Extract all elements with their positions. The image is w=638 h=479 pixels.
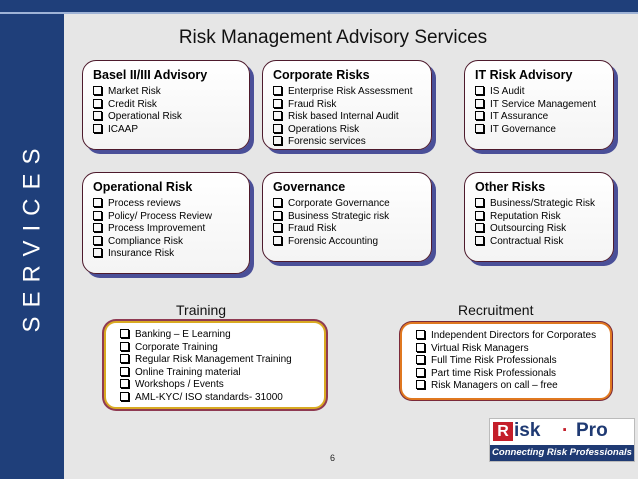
checkbox-icon bbox=[273, 86, 282, 95]
list-item: Virtual Risk Managers bbox=[416, 343, 602, 356]
list-item: Risk based Internal Audit bbox=[273, 111, 423, 124]
checkbox-icon bbox=[93, 198, 102, 207]
training-label: Training bbox=[176, 302, 227, 318]
list-item: ICAAP bbox=[93, 124, 241, 137]
box-governance bbox=[262, 172, 432, 262]
checkbox-icon bbox=[273, 124, 282, 133]
side-label-text: SERVICES bbox=[18, 139, 45, 333]
list-item: Insurance Risk bbox=[93, 248, 241, 261]
list-item: Operational Risk bbox=[93, 111, 241, 124]
checkbox-icon bbox=[475, 211, 484, 220]
box-corporate-risks bbox=[262, 60, 432, 150]
checkbox-icon bbox=[475, 198, 484, 207]
checkbox-icon bbox=[475, 111, 484, 120]
list-item: Process reviews bbox=[93, 198, 241, 211]
list-item: Workshops / Events bbox=[120, 379, 316, 392]
checkbox-icon bbox=[273, 236, 282, 245]
list-item: IT Service Management bbox=[475, 99, 605, 112]
recruitment-list bbox=[416, 330, 602, 393]
checkbox-icon bbox=[273, 211, 282, 220]
box-it-risk-advisory bbox=[464, 60, 614, 150]
list-item: Fraud Risk bbox=[273, 223, 423, 236]
logo-word-b: Pro bbox=[576, 420, 608, 441]
checkbox-icon bbox=[93, 86, 102, 95]
list-item: Contractual Risk bbox=[475, 236, 605, 249]
list-item: Policy/ Process Review bbox=[93, 211, 241, 224]
checkbox-icon bbox=[475, 236, 484, 245]
checkbox-icon bbox=[475, 124, 484, 133]
training-list bbox=[120, 329, 316, 404]
logo-tagline: Connecting Risk Professionals bbox=[490, 445, 634, 461]
box-operational-risk bbox=[82, 172, 250, 274]
checkbox-icon bbox=[93, 223, 102, 232]
training-box bbox=[104, 321, 326, 409]
logo-word-a: isk bbox=[514, 420, 541, 441]
services-vertical-label bbox=[12, 136, 52, 336]
box-title: Corporate Risks bbox=[273, 68, 370, 82]
box-title: Basel II/III Advisory bbox=[93, 68, 208, 82]
checkbox-icon bbox=[416, 355, 425, 364]
logo-wordmark bbox=[490, 419, 634, 444]
top-banner bbox=[0, 0, 638, 12]
list-item: Online Training material bbox=[120, 367, 316, 380]
list-item: Corporate Training bbox=[120, 342, 316, 355]
slide-title: Risk Management Advisory Services bbox=[178, 27, 488, 48]
checkbox-icon bbox=[120, 329, 129, 338]
list-item: Operations Risk bbox=[273, 124, 423, 137]
box-basel-advisory bbox=[82, 60, 250, 150]
checkbox-icon bbox=[120, 379, 129, 388]
checkbox-icon bbox=[120, 367, 129, 376]
recruitment-label: Recruitment bbox=[458, 302, 534, 318]
list-item: AML-KYC/ ISO standards- 31000 bbox=[120, 392, 316, 405]
page-number: 6 bbox=[330, 453, 336, 463]
box-title: Other Risks bbox=[475, 180, 546, 194]
list-item: Outsourcing Risk bbox=[475, 223, 605, 236]
checkbox-icon bbox=[273, 111, 282, 120]
checkbox-icon bbox=[416, 343, 425, 352]
list-item: Business Strategic risk bbox=[273, 211, 423, 224]
checkbox-icon bbox=[120, 354, 129, 363]
checkbox-icon bbox=[475, 86, 484, 95]
logo-mark: R bbox=[493, 422, 513, 441]
list-item: Independent Directors for Corporates bbox=[416, 330, 602, 343]
box-title: IT Risk Advisory bbox=[475, 68, 573, 82]
list-item: Enterprise Risk Assessment bbox=[273, 86, 423, 99]
recruitment-box bbox=[400, 322, 612, 400]
risk-pro-logo bbox=[489, 418, 635, 462]
item-list bbox=[475, 86, 605, 136]
box-title: Governance bbox=[273, 180, 346, 194]
list-item: Banking – E Learning bbox=[120, 329, 316, 342]
list-item: Compliance Risk bbox=[93, 236, 241, 249]
list-item: Process Improvement bbox=[93, 223, 241, 236]
checkbox-icon bbox=[93, 236, 102, 245]
checkbox-icon bbox=[416, 380, 425, 389]
checkbox-icon bbox=[416, 330, 425, 339]
logo-separator: · bbox=[562, 420, 569, 441]
checkbox-icon bbox=[273, 99, 282, 108]
checkbox-icon bbox=[93, 124, 102, 133]
list-item: Risk Managers on call – free bbox=[416, 380, 602, 393]
checkbox-icon bbox=[93, 211, 102, 220]
list-item: Full Time Risk Professionals bbox=[416, 355, 602, 368]
list-item: Regular Risk Management Training bbox=[120, 354, 316, 367]
list-item: Market Risk bbox=[93, 86, 241, 99]
list-item: Credit Risk bbox=[93, 99, 241, 112]
checkbox-icon bbox=[475, 99, 484, 108]
item-list bbox=[93, 198, 241, 261]
checkbox-icon bbox=[475, 223, 484, 232]
checkbox-icon bbox=[93, 111, 102, 120]
checkbox-icon bbox=[416, 368, 425, 377]
item-list bbox=[273, 86, 423, 149]
item-list bbox=[93, 86, 241, 136]
checkbox-icon bbox=[273, 223, 282, 232]
list-item: Forensic Accounting bbox=[273, 236, 423, 249]
list-item: Business/Strategic Risk bbox=[475, 198, 605, 211]
checkbox-icon bbox=[93, 248, 102, 257]
list-item: Reputation Risk bbox=[475, 211, 605, 224]
checkbox-icon bbox=[273, 136, 282, 145]
list-item: Fraud Risk bbox=[273, 99, 423, 112]
box-title: Operational Risk bbox=[93, 180, 193, 194]
list-item: IS Audit bbox=[475, 86, 605, 99]
checkbox-icon bbox=[273, 198, 282, 207]
checkbox-icon bbox=[120, 392, 129, 401]
list-item: IT Governance bbox=[475, 124, 605, 137]
box-other-risks bbox=[464, 172, 614, 262]
item-list bbox=[475, 198, 605, 248]
checkbox-icon bbox=[120, 342, 129, 351]
list-item: IT Assurance bbox=[475, 111, 605, 124]
list-item: Corporate Governance bbox=[273, 198, 423, 211]
checkbox-icon bbox=[93, 99, 102, 108]
list-item: Part time Risk Professionals bbox=[416, 368, 602, 381]
list-item: Forensic services bbox=[273, 136, 423, 149]
item-list bbox=[273, 198, 423, 248]
